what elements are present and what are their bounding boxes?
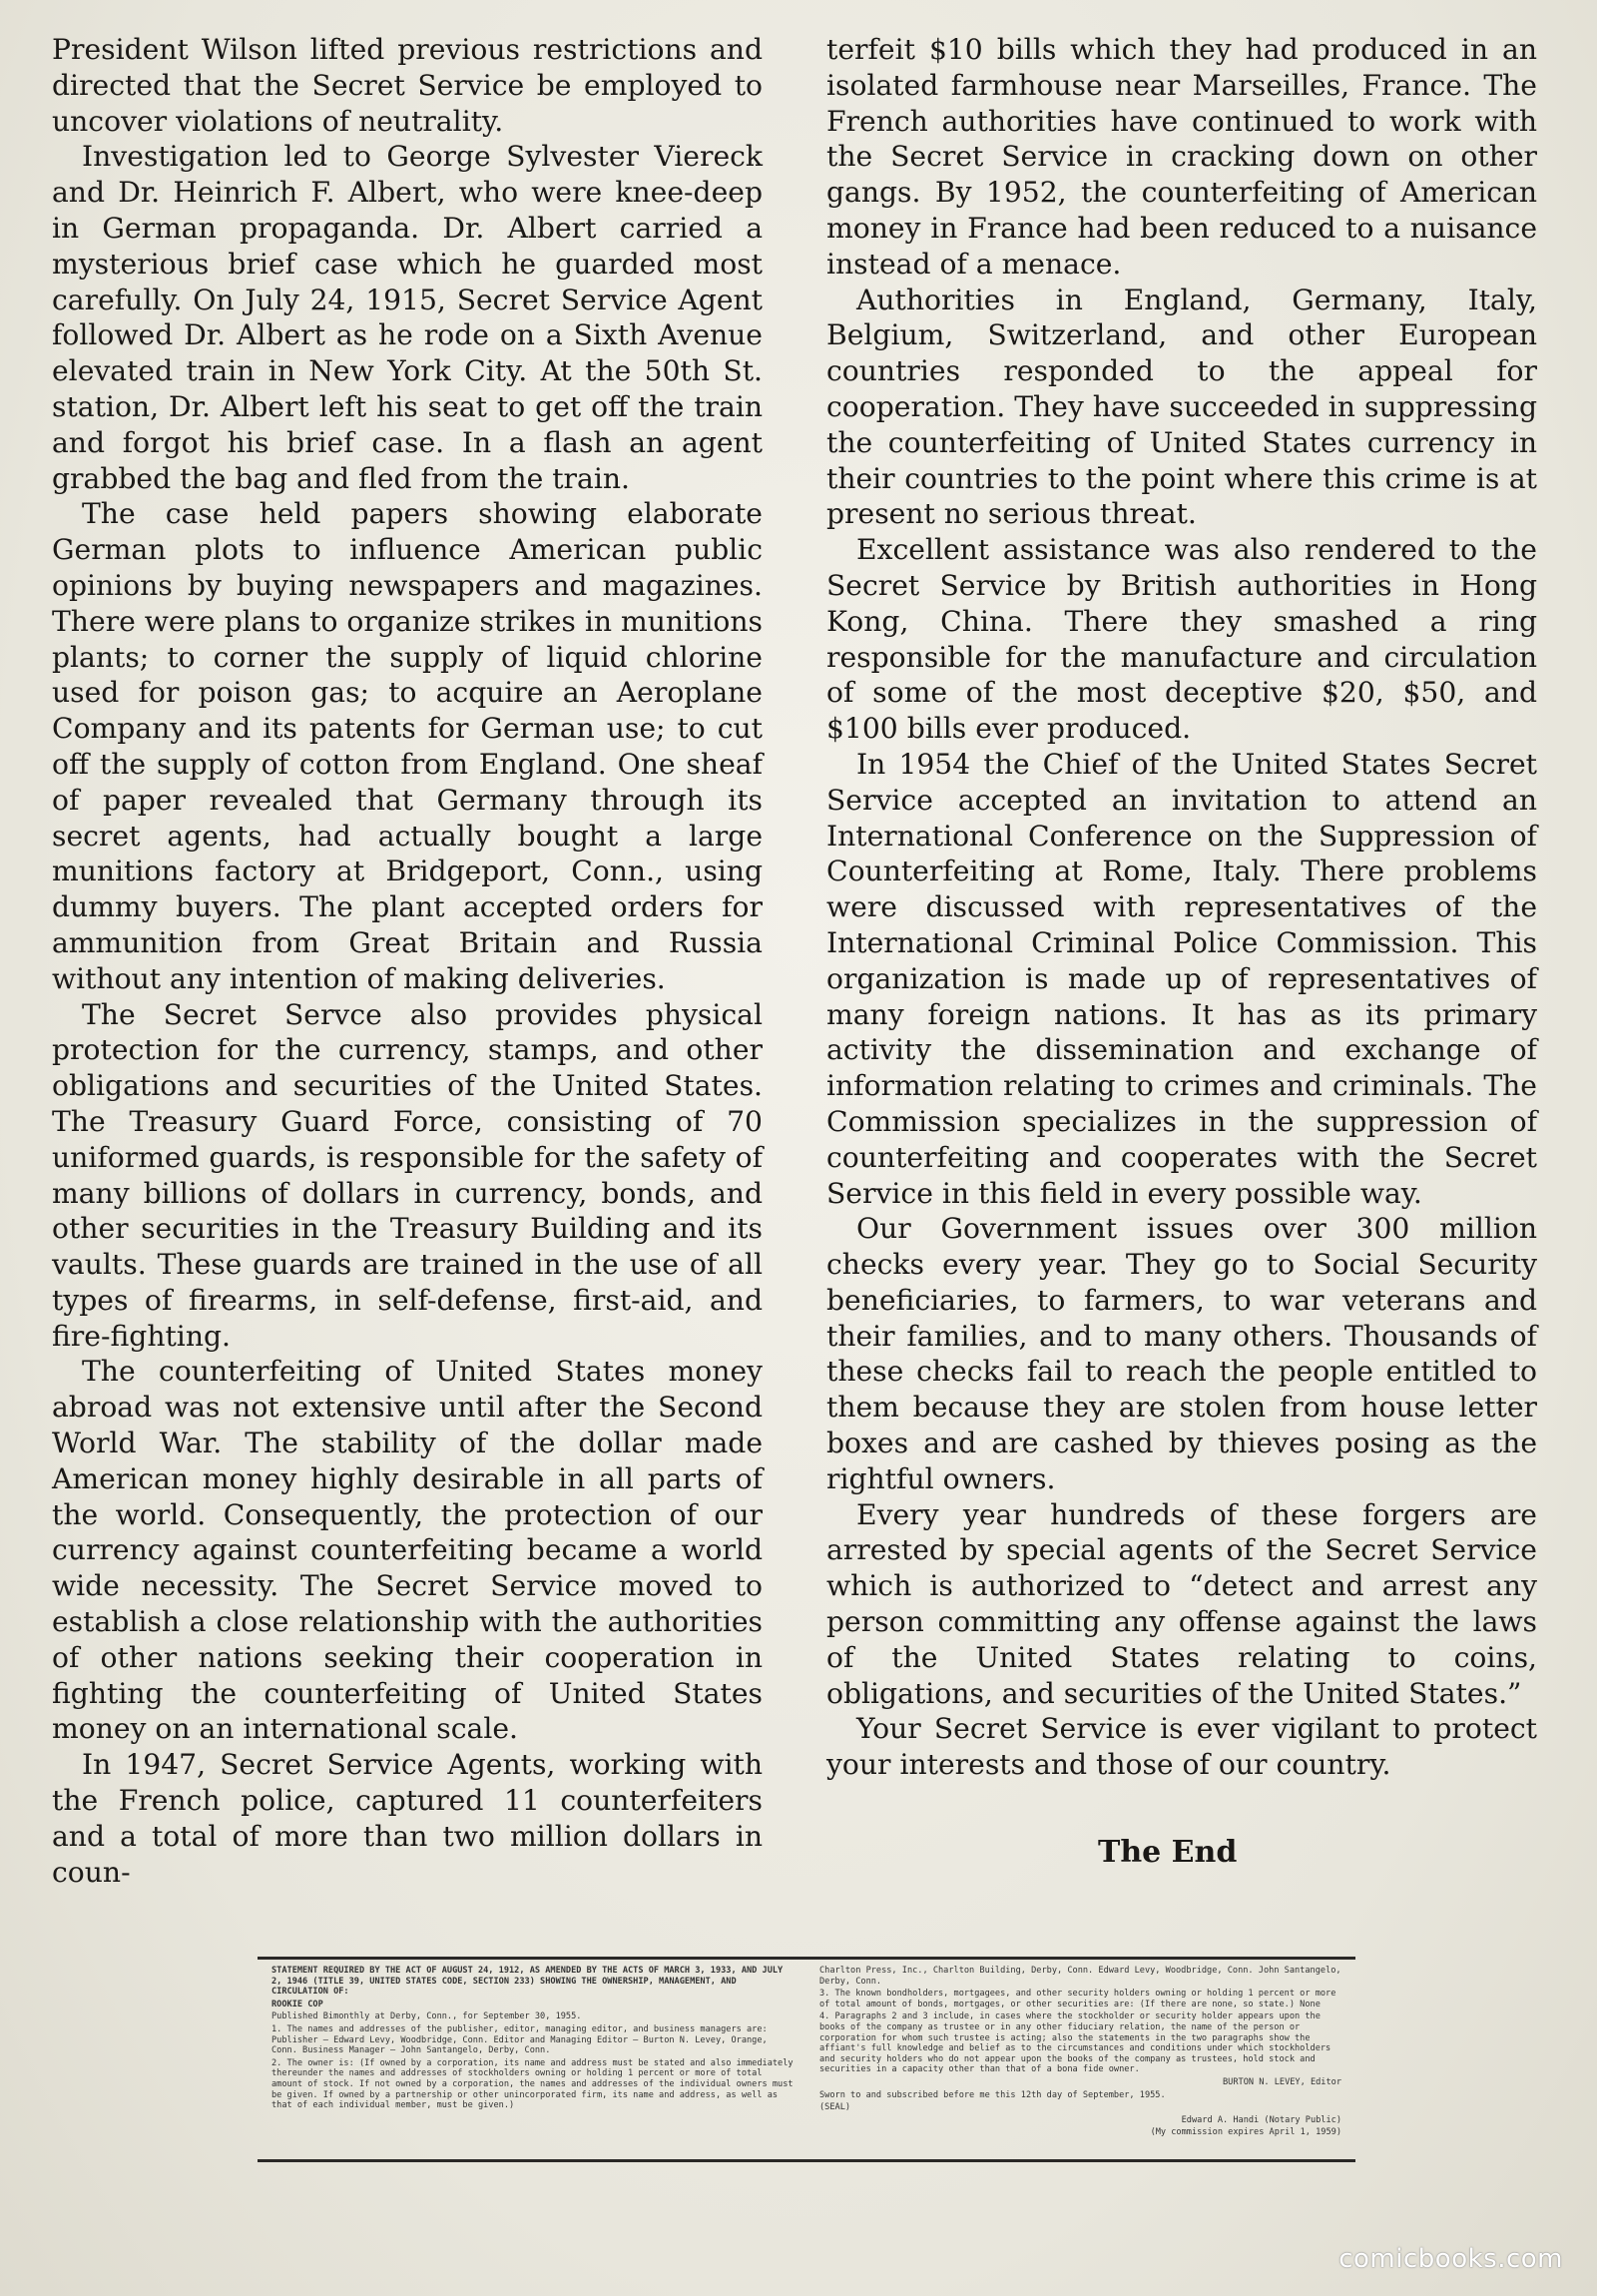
left-column xyxy=(52,32,763,1890)
paragraph: Your Secret Service is ever vigilant to protect your interests and those of our country. xyxy=(826,1712,1537,1782)
paragraph: terfeit $10 bills which they had produced in an isolated farmhouse near Marseilles, France. The French authorities have continued to work with the Secret Service in cracking down on other gangs. By 1952, the counterfeiting of American money in France had been reduced to a nuisance instead of a menace. xyxy=(826,33,1537,281)
site-watermark: comicbooks.com xyxy=(1338,2244,1563,2274)
statement-item-4: 4. Paragraphs 2 and 3 include, in cases where the stockholder or security holder appears upon the books of the company as trustee or in any other fiduciary relation, the name of the person or corporation for whom such trustee is acting; also the statements in the two paragraphs show the affiant's full knowledge and belief as to the circumstances and conditions under which stockholders and security holders who do not appear upon the books of the company as trustees, hold stock and securities in a capacity other than that of a bona fide owner. xyxy=(819,2011,1331,2075)
statement-notary: Edward A. Handi (Notary Public) xyxy=(1181,2114,1341,2125)
paragraph: Our Government issues over 300 million checks every year. They go to Social Security beneficiaries, to farmers, to war veterans and their families, and to many others. Thousands of these checks fail to reach the people entitled to them because they are stolen from house letter boxes and are cashed by thieves posing as the rightful owners. xyxy=(826,1212,1537,1495)
the-end-label: The End xyxy=(1098,1835,1238,1870)
statement-heading: STATEMENT REQUIRED BY THE ACT OF AUGUST 24, 1912, AS AMENDED BY THE ACTS OF MARCH 3, 1933, AND JULY 2, 1946 (TITLE 39, UNITED STATES CODE, SECTION 233) SHOWING THE OWNERSHIP, MANAGEMENT, AND CIRCULATION OF: xyxy=(271,1966,784,1998)
statement-signer: BURTON N. LEVEY, Editor xyxy=(1223,2076,1341,2087)
paragraph: In 1947, Secret Service Agents, working with the French police, captured 11 counterfeiters and a total of more than two million dollars in coun- xyxy=(52,1748,763,1889)
right-column xyxy=(826,32,1537,1783)
statement-item-1: 1. The names and addresses of the publisher, editor, managing editor, and business managers are: Publisher — Edward Levy, Woodbridge, Conn. Editor and Managing Editor — Burton N. Levey, Orange, Conn. Business Manager — John Santangelo, Derby, Conn. xyxy=(271,2023,768,2056)
statement-title: ROOKIE COP xyxy=(271,1999,323,2009)
paragraph: The counterfeiting of United States money abroad was not extensive until after the Second World War. The stability of the dollar made American money highly desirable in all parts of the world. Consequently, the protection of our currency against counterfeiting became a world wide necessity. The Secret Service moved to establish a close relationship with the authorities of other nations seeking their cooperation in fighting the counterfeiting of United States money on an international scale. xyxy=(52,1355,763,1746)
statement-commission: (My commission expires April 1, 1959) xyxy=(1150,2127,1341,2138)
statement-published: Published Bimonthly at Derby, Conn., for September 30, 1955. xyxy=(271,2011,582,2022)
paragraph: Excellent assistance was also rendered to the Secret Service by British authorities in Hong Kong, China. There they smashed a ring responsible for the manufacture and circulation of some of the most deceptive $20, $50, and $100 bills ever produced. xyxy=(826,533,1537,746)
paragraph: In 1954 the Chief of the United States Secret Service accepted an invitation to attend an International Conference on the Suppression of Counterfeiting at Rome, Italy. There problems were discussed with representatives of the International Criminal Police Commission. This organization is made up of representatives of many foreign nations. It has as its primary activity the dissemination and exchange of information relating to crimes and criminals. The Commission specializes in the suppression of counterfeiting and cooperates with the Secret Service in this field in every possible way. xyxy=(826,747,1537,1210)
statement-owners: Charlton Press, Inc., Charlton Building, Derby, Conn. Edward Levy, Woodbridge, Conn. John Santangelo, Derby, Conn. xyxy=(819,1966,1341,1987)
paragraph: The case held papers showing elaborate German plots to influence American public opinions by buying newspapers and magazines. There were plans to organize strikes in munitions plants; to corner the supply of liquid chlorine used for poison gas; to acquire an Aeroplane Company and its patents for German use; to cut off the supply of cotton from England. One sheaf of paper revealed that Germany through its secret agents, had actually bought a large munitions factory at Bridgeport, Conn., using dummy buyers. The plant accepted orders for ammunition from Great Britain and Russia without any intention of making deliveries. xyxy=(52,497,763,995)
paragraph: Investigation led to George Sylvester Viereck and Dr. Heinrich F. Albert, who were knee-deep in German propaganda. Dr. Albert carried a mysterious brief case which he guarded most carefully. On July 24, 1915, Secret Service Agent followed Dr. Albert as he rode on a Sixth Avenue elevated train in New York City. At the 50th St. station, Dr. Albert left his seat to get off the train and forgot his brief case. In a flash an agent grabbed the bag and fled from the train. xyxy=(52,140,763,495)
statement-item-3: 3. The known bondholders, mortgagees, and other security holders owning or holding 1 percent or more of total amount of bonds, mortgages, or other securities are: (If there are none, so state.) None xyxy=(819,1989,1336,2009)
statement-seal: (SEAL) xyxy=(819,2102,851,2113)
paragraph: President Wilson lifted previous restrictions and directed that the Secret Service be employed to uncover violations of neutrality. xyxy=(52,33,763,138)
paragraph: Every year hundreds of these forgers are arrested by special agents of the Secret Service which is authorized to “detect and arrest any person committing any offense against the laws of the United States relating to coins, obligations, and securities of the United States.” xyxy=(826,1497,1537,1710)
paragraph: Authorities in England, Germany, Italy, Belgium, Switzerland, and other European countries responded to the appeal for cooperation. They have succeeded in suppressing the counterfeiting of United States currency in their countries to the point where this crime is at present no serious threat. xyxy=(826,283,1537,531)
statement-left-column xyxy=(271,1966,794,2153)
paragraph: The Secret Servce also provides physical protection for the currency, stamps, and other obligations and securities of the United States. The Treasury Guard Force, consisting of 70 uniformed guards, is responsible for the safety of many billions of dollars in currency, bonds, and other securities in the Treasury Building and its vaults. These guards are trained in the use of all types of firearms, in self-defense, first-aid, and fire-fighting. xyxy=(52,997,763,1353)
statement-item-2: 2. The owner is: (If owned by a corporation, its name and address must be stated and also immediately thereunder the names and addresses of stockholders owning or holding 1 percent or more of total amount of stock. If not owned by a corporation, the names and addresses of the individual owners must be given. If owned by a partnership or other unincorporated firm, its name and address, as well as that of each individual member, must be given.) xyxy=(271,2057,794,2111)
statement-sworn: Sworn to and subscribed before me this 12th day of September, 1955. xyxy=(819,2089,1166,2100)
statement-right-column xyxy=(819,1966,1341,2153)
ownership-statement xyxy=(258,1957,1355,2162)
